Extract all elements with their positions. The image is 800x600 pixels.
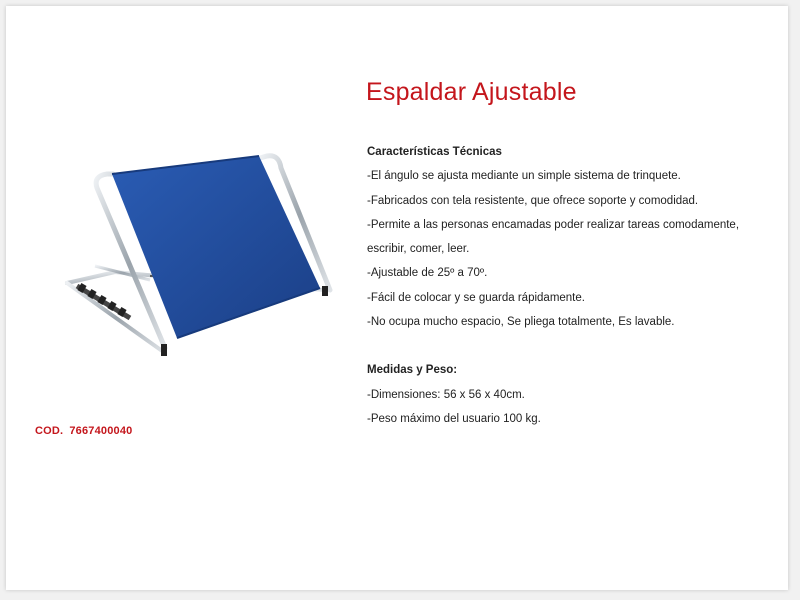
spec-line: -No ocupa mucho espacio, Se pliega totalmente, Es lavable. xyxy=(367,316,675,329)
spec-line: -Ajustable de 25º a 70º. xyxy=(367,267,488,280)
spec-line: -Fabricados con tela resistente, que ofrece soporte y comodidad. xyxy=(367,194,699,207)
spec-line: -Fácil de colocar y se guarda rápidamente. xyxy=(367,291,585,304)
section-gap xyxy=(367,334,739,358)
measures-heading: Medidas y Peso: xyxy=(367,364,458,377)
spec-line: escribir, comer, leer. xyxy=(367,243,470,256)
specifications xyxy=(367,140,739,431)
spec-line: -Permite a las personas encamadas poder realizar tareas comodamente, xyxy=(367,218,740,231)
spec-line: -El ángulo se ajusta mediante un simple sistema de trinquete. xyxy=(367,170,681,183)
product-code-value: 7667400040 xyxy=(69,425,133,437)
product-title: Espaldar Ajustable xyxy=(366,78,577,106)
specs-heading: Características Técnicas xyxy=(367,146,502,158)
measure-line: -Peso máximo del usuario 100 kg. xyxy=(367,412,541,425)
product-code xyxy=(35,425,133,437)
backrest-product-image xyxy=(55,148,345,368)
product-code-label: COD. xyxy=(35,425,64,437)
measure-line: -Dimensiones: 56 x 56 x 40cm. xyxy=(367,388,525,401)
